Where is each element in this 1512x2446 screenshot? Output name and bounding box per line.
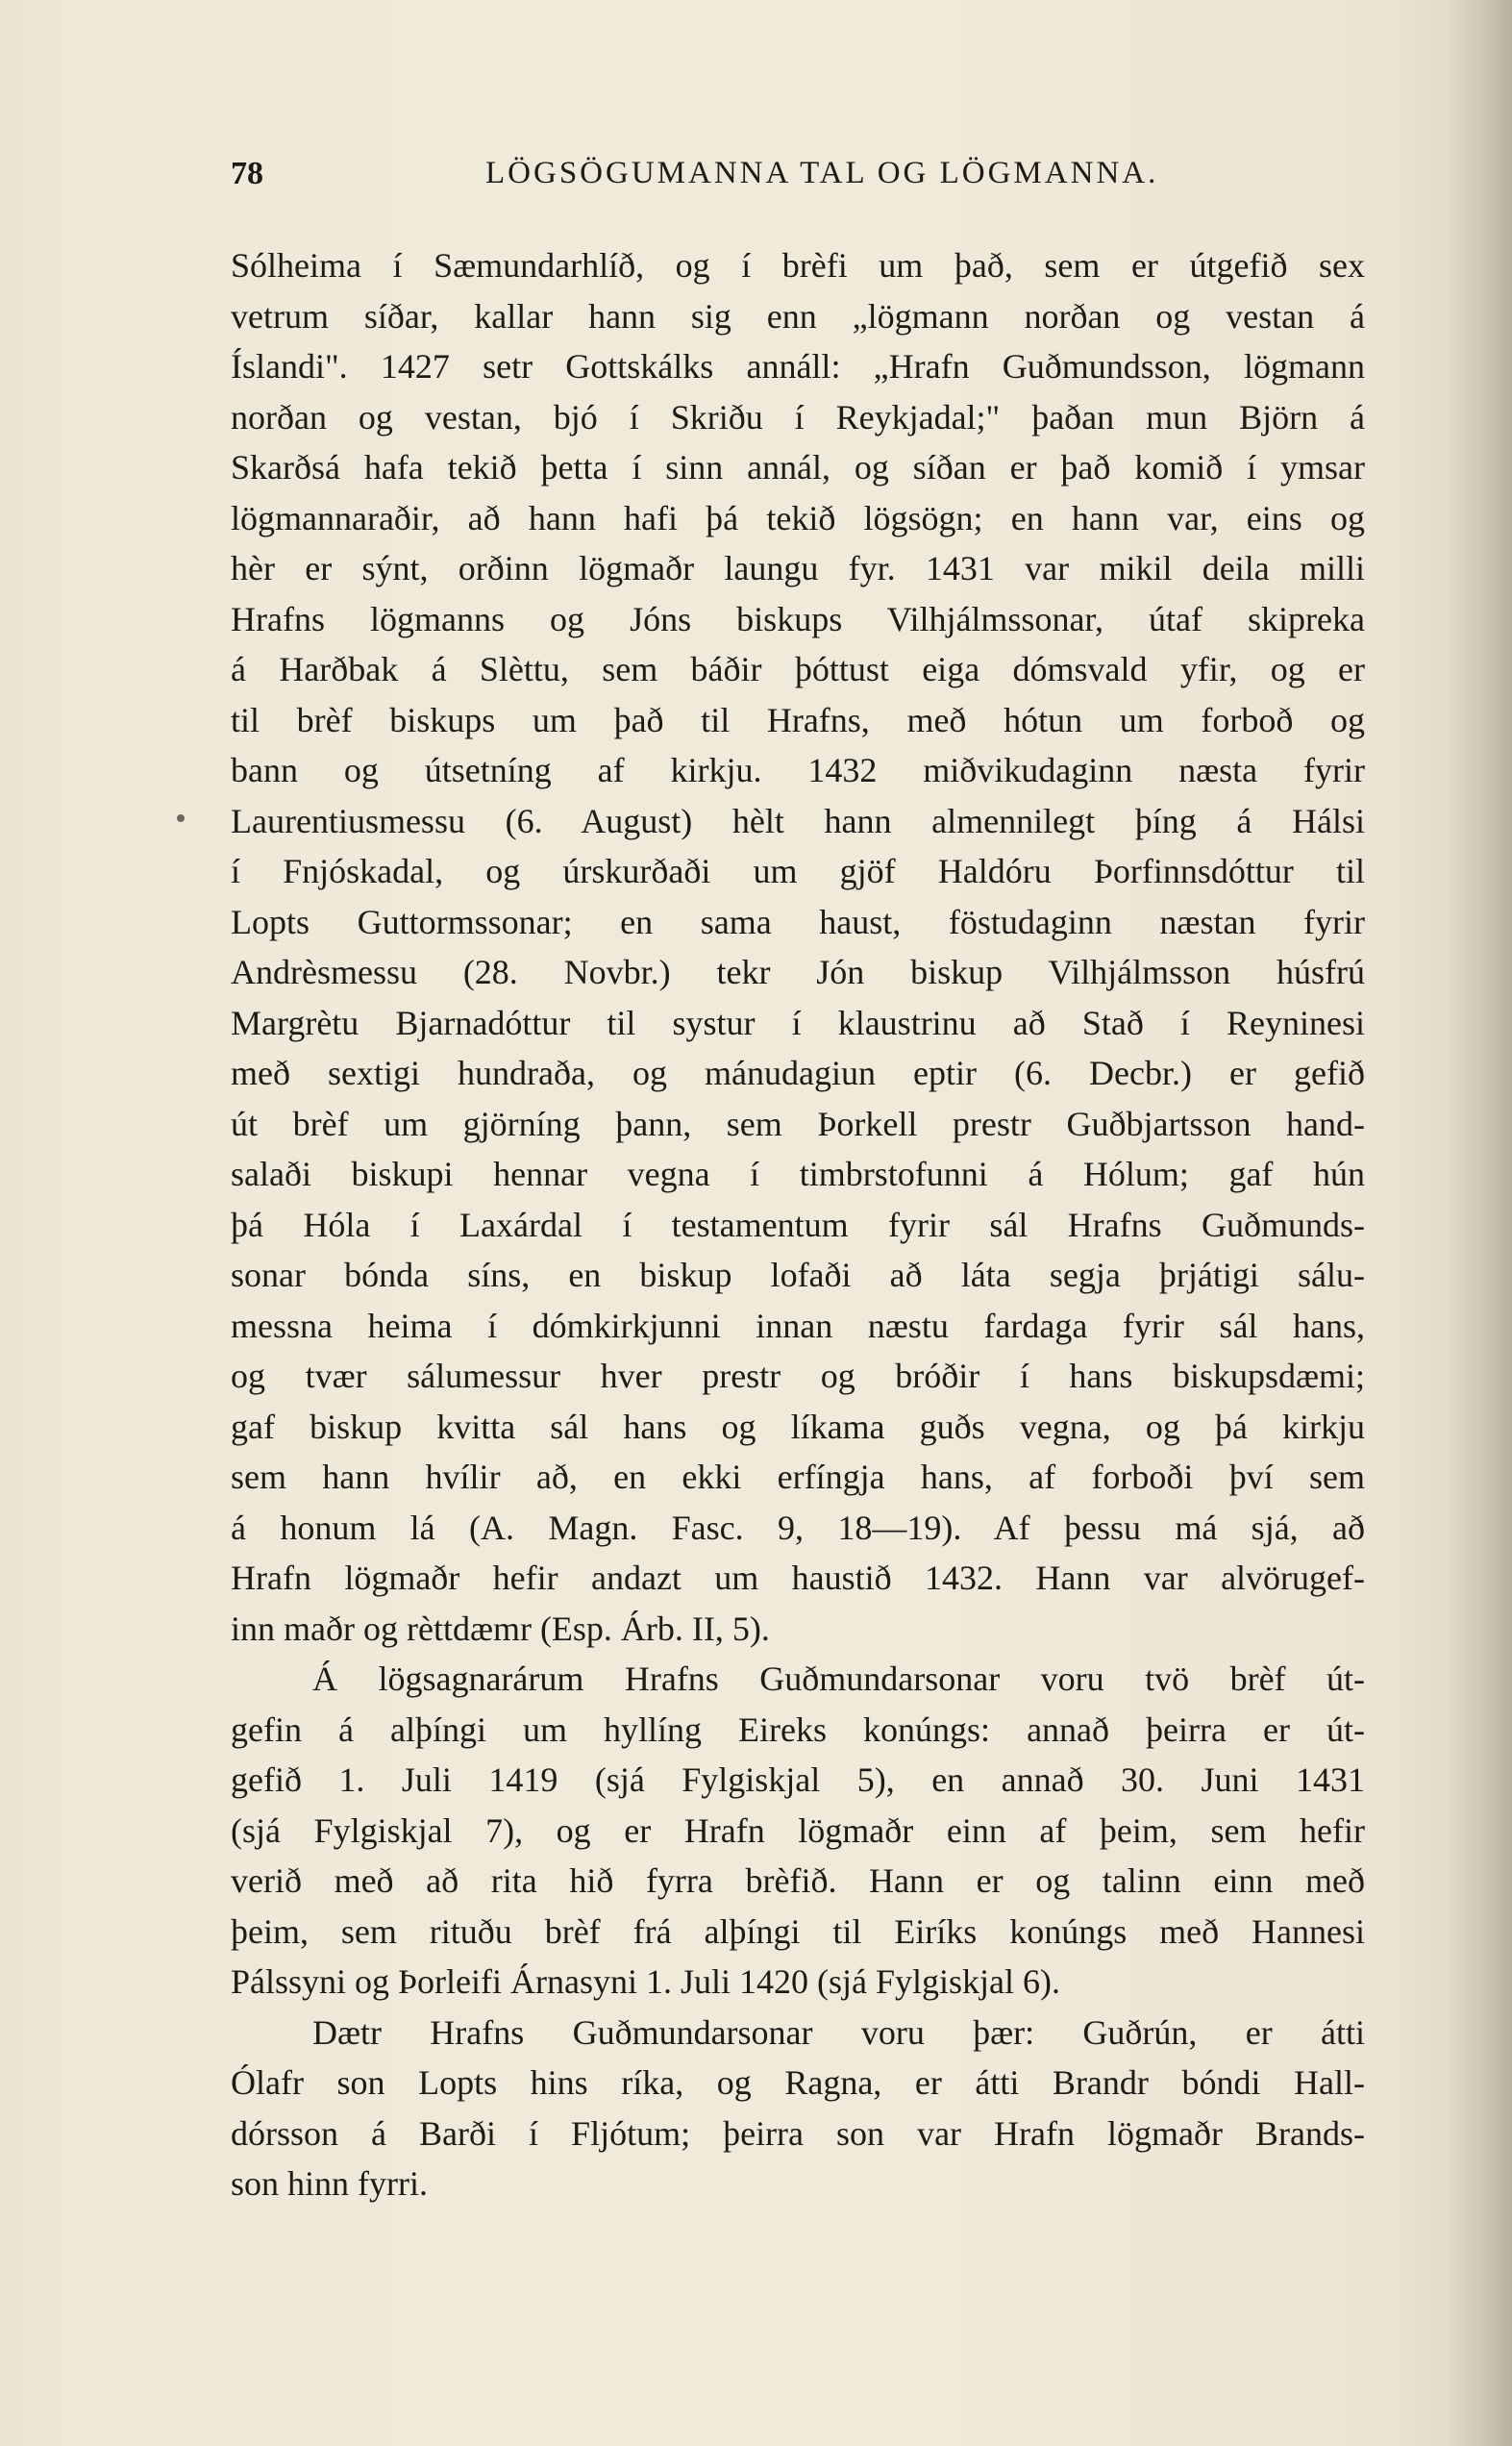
text-line: bann og útsetníng af kirkju. 1432 miðvikudaginn næsta fyrir [231, 751, 1365, 789]
text-line: dórsson á Barði í Fljótum; þeirra son var Hrafn lögmaðr Brands- [231, 2113, 1365, 2153]
text-line: sem hann hvílir að, en ekki erfíngja hans, af forboði því sem [231, 1458, 1365, 1496]
page-gutter-shadow [1445, 0, 1512, 2446]
text-line: lögmannaraðir, að hann hafi þá tekið lögsögn; en hann var, eins og [231, 498, 1365, 537]
text-line: (sjá Fylgiskjal 7), og er Hrafn lögmaðr einn af þeim, sem hefir [231, 1810, 1365, 1850]
text-line: Margrètu Bjarnadóttur til systur í klaustrinu að Stað í Reyninesi [231, 1003, 1365, 1042]
text-line: gefin á alþíngi um hyllíng Eireks konúngs: annað þeirra er út- [231, 1710, 1365, 1749]
text-line: messna heima í dómkirkjunni innan næstu fardaga fyrir sál hans, [231, 1306, 1365, 1345]
text-line: verið með að rita hið fyrra brèfið. Hann er og talinn einn með [231, 1861, 1365, 1900]
text-line: með sextigi hundraða, og mánudagiun eptir (6. Decbr.) er gefið [231, 1054, 1365, 1092]
text-line: Skarðsá hafa tekið þetta í sinn annál, og síðan er það komið í ymsar [231, 448, 1365, 487]
text-line: Hrafns lögmanns og Jóns biskups Vilhjálmssonar, útaf skipreka [231, 599, 1365, 638]
text-line: gaf biskup kvitta sál hans og líkama guðs vegna, og þá kirkju [231, 1407, 1365, 1446]
text-line: Dætr Hrafns Guðmundarsonar voru þær: Guðrún, er átti [312, 2012, 1365, 2052]
text-line: gefið 1. Juli 1419 (sjá Fylgiskjal 5), en annað 30. Juni 1431 [231, 1760, 1365, 1799]
text-line: í Fnjóskadal, og úrskurðaði um gjöf Haldóru Þorfinnsdóttur til [231, 852, 1365, 890]
text-line: salaði biskupi hennar vegna í timbrstofunni á Hólum; gaf hún [231, 1155, 1365, 1193]
text-line: þeim, sem rituðu brèf frá alþíngi til Eiríks konúngs með Hannesi [231, 1911, 1365, 1951]
text-line: Andrèsmessu (28. Novbr.) tekr Jón biskup Vilhjálmsson húsfrú [231, 953, 1365, 991]
text-line: hèr er sýnt, orðinn lögmaðr laungu fyr. 1431 var mikil deila milli [231, 549, 1365, 587]
text-line: til brèf biskups um það til Hrafns, með hótun um forboð og [231, 700, 1365, 739]
text-line: vetrum síðar, kallar hann sig enn „lögmann norðan og vestan á [231, 296, 1365, 336]
text-line: á honum lá (A. Magn. Fasc. 9, 18—19). Af þessu má sjá, að [231, 1508, 1365, 1547]
text-line: út brèf um gjörníng þann, sem Þorkell prestr Guðbjartsson hand- [231, 1104, 1365, 1143]
text-line: Lopts Guttormssonar; en sama haust, föstudaginn næstan fyrir [231, 902, 1365, 941]
text-line: norðan og vestan, bjó í Skriðu í Reykjadal;" þaðan mun Björn á [231, 397, 1365, 437]
page-number: 78 [231, 156, 263, 191]
text-line: sonar bónda síns, en biskup lofaði að láta segja þrjátigi sálu- [231, 1256, 1365, 1294]
running-head [231, 156, 1394, 204]
paragraph [231, 2008, 1365, 2209]
paragraph [231, 240, 1365, 1654]
paragraph [231, 1654, 1365, 2008]
text-line: Pálssyni og Þorleifi Árnasyni 1. Juli 1420 (sjá Fylgiskjal 6). [231, 1962, 1060, 2001]
text-line: og tvær sálumessur hver prestr og bróðir í hans biskupsdæmi; [231, 1357, 1365, 1395]
text-line: Sólheima í Sæmundarhlíð, og í brèfi um það, sem er útgefið sex [231, 246, 1365, 285]
text-line: inn maðr og rèttdæmr (Esp. Árb. II, 5). [231, 1609, 770, 1648]
body-text [231, 240, 1365, 2209]
text-line: þá Hóla í Laxárdal í testamentum fyrir sál Hrafns Guðmunds- [231, 1205, 1365, 1244]
text-line: Ólafr son Lopts hins ríka, og Ragna, er átti Brandr bóndi Hall- [231, 2063, 1365, 2102]
text-line: Á lögsagnarárum Hrafns Guðmundarsonar voru tvö brèf út- [312, 1660, 1365, 1698]
text-line: son hinn fyrri. [231, 2164, 428, 2203]
text-line: Hrafn lögmaðr hefir andazt um haustið 1432. Hann var alvörugef- [231, 1559, 1365, 1597]
text-line: Laurentiusmessu (6. August) hèlt hann almennilegt þíng á Hálsi [231, 801, 1365, 840]
text-line: á Harðbak á Slèttu, sem báðir þóttust eiga dómsvald yfir, og er [231, 650, 1365, 688]
margin-mark [177, 814, 185, 822]
header-title: LÖGSÖGUMANNA TAL OG LÖGMANNA. [485, 156, 1159, 190]
text-line: Íslandi". 1427 setr Gottskálks annáll: „Hrafn Guðmundsson, lögmann [231, 347, 1365, 386]
